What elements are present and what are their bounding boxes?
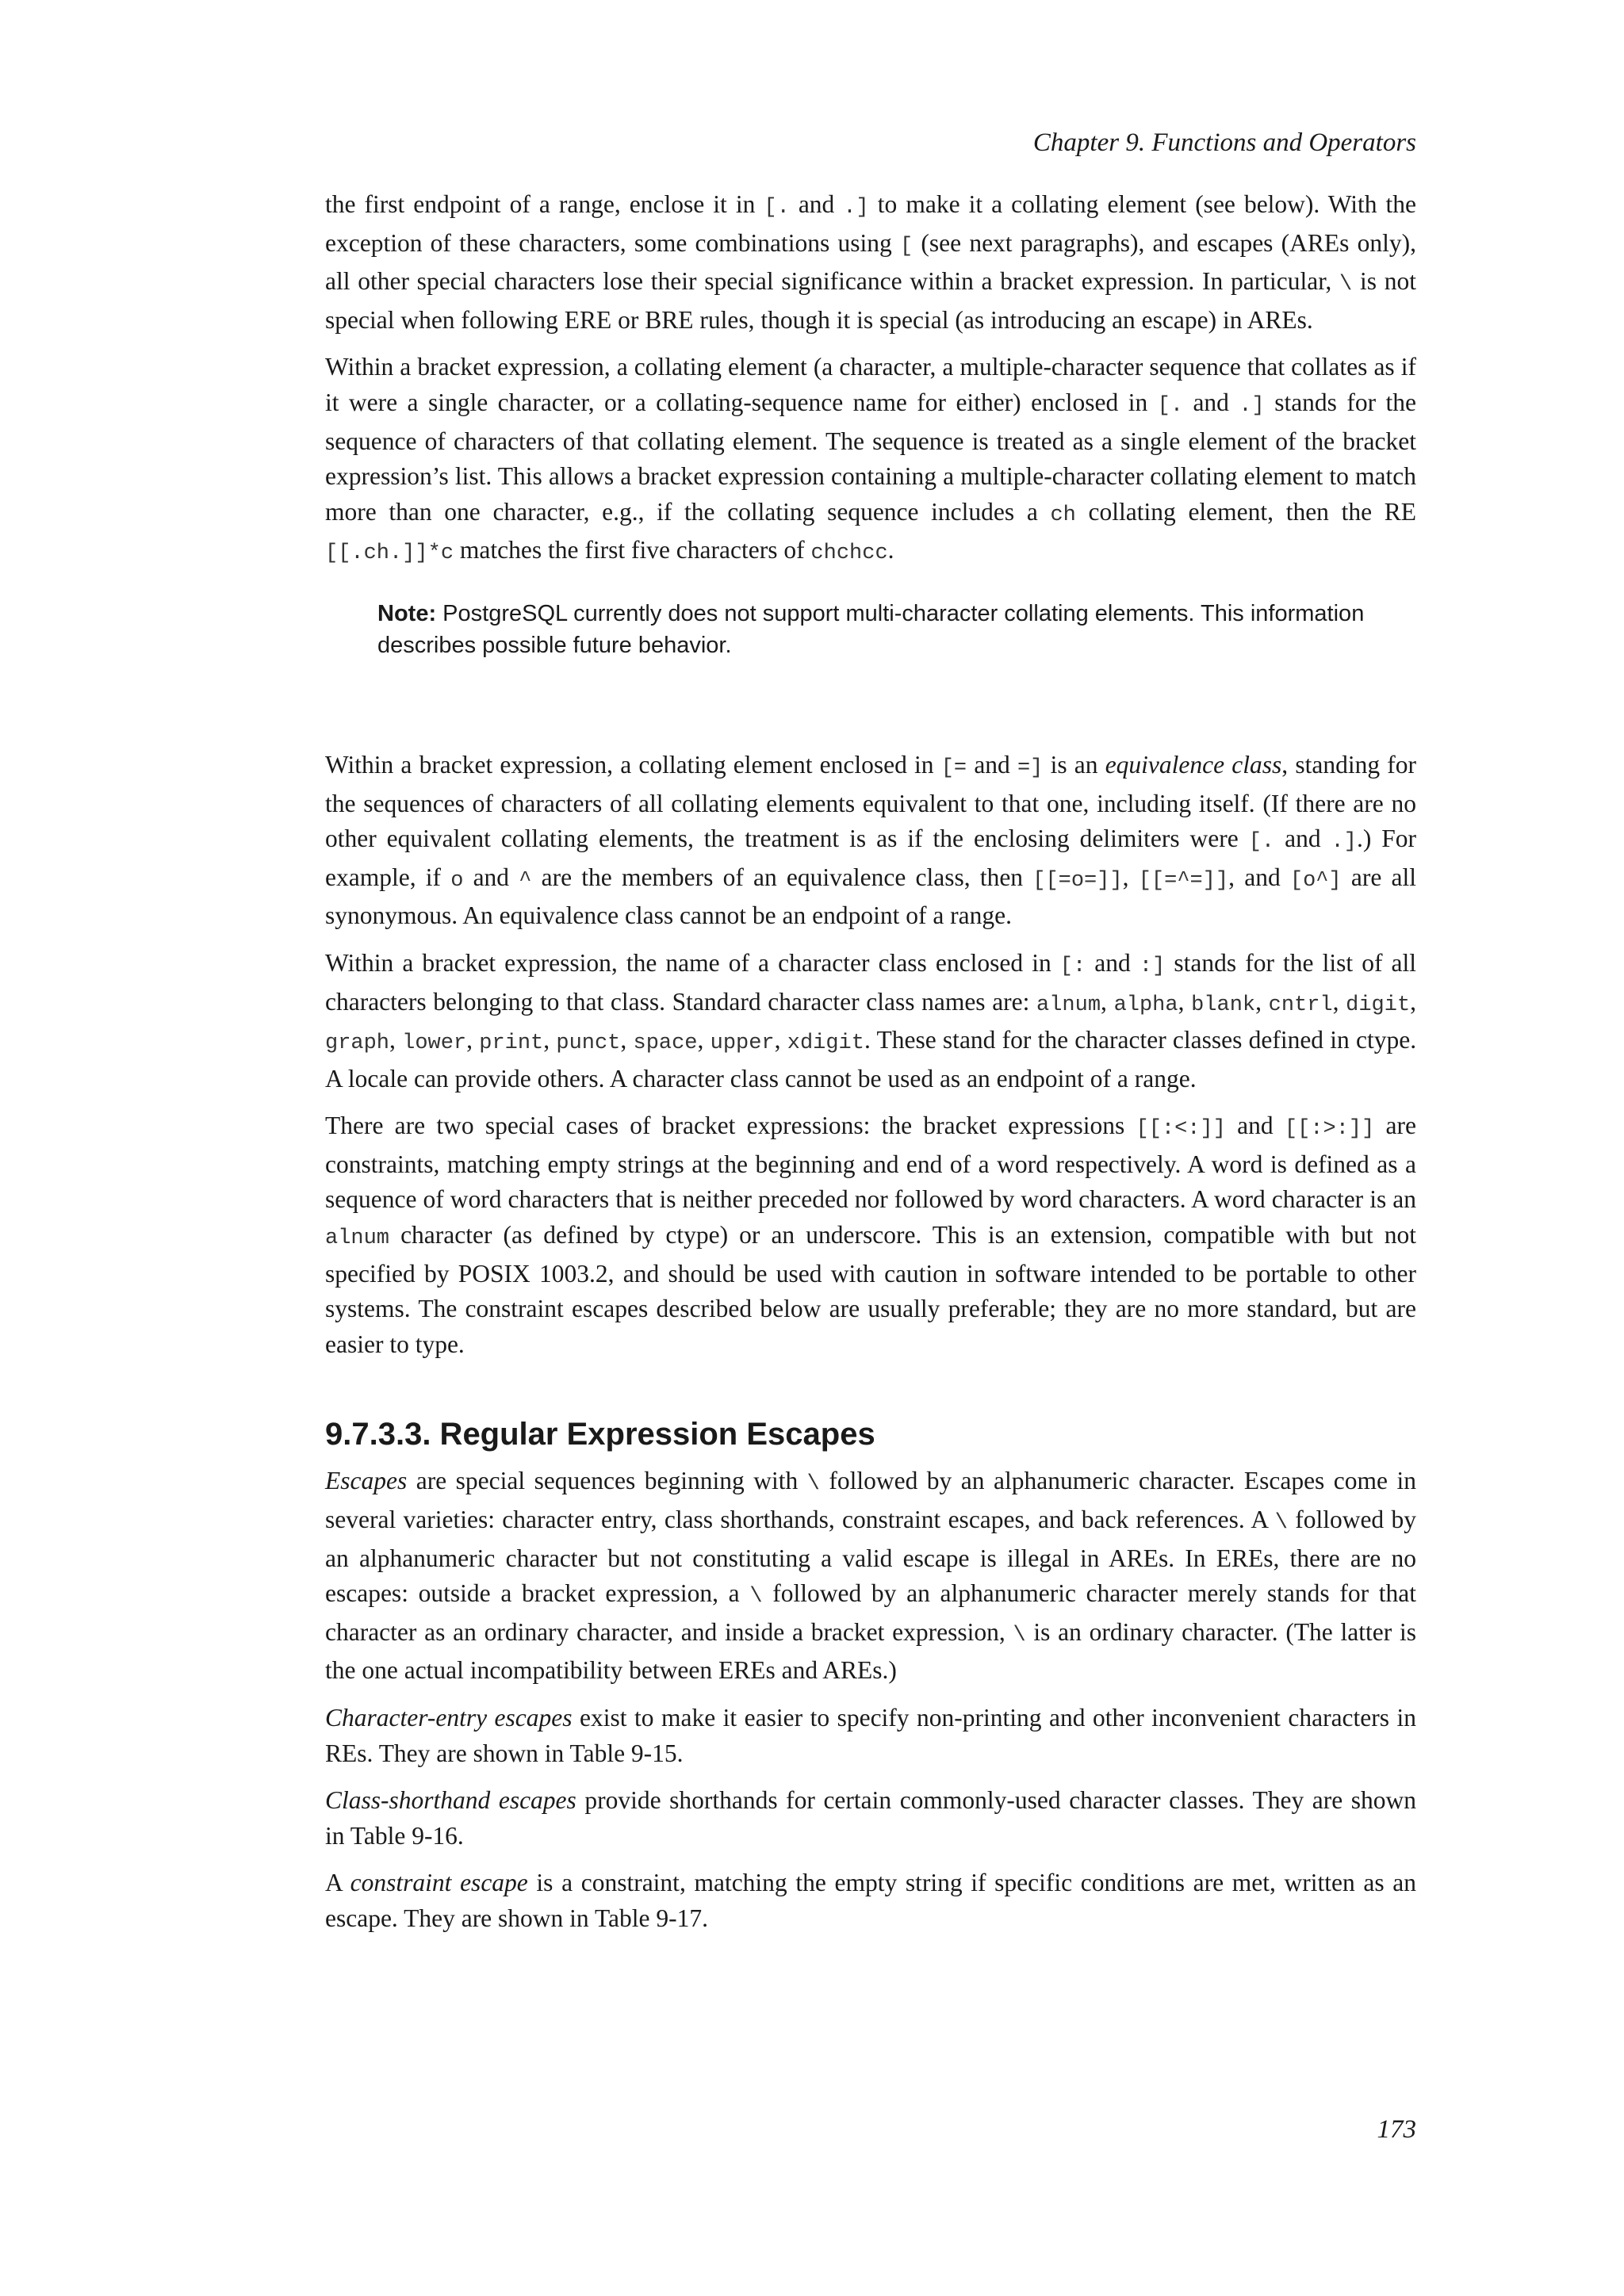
code: :]: [1139, 954, 1166, 978]
separator: ,: [1255, 987, 1269, 1016]
text: and: [1225, 1112, 1285, 1140]
emphasis: equivalence class: [1105, 750, 1282, 779]
class-name: upper: [710, 1031, 775, 1056]
separator: ,: [1101, 987, 1114, 1016]
text: Within a bracket expression, a collating element enclosed in: [325, 750, 941, 779]
text: followed by an alphanumeric character but not constituting a valid escape is illegal in AREs. In EREs, there are no escapes: outside a bracket expression, a: [325, 1506, 1416, 1608]
code: [o^]: [1289, 868, 1342, 893]
text: , standing for the sequences of characters of all collating elements equivalent to that one, including itself. (If there are no other equivalent collating elements, the treatment is as if the enclosing delimiters were: [325, 750, 1416, 853]
code: [:: [1059, 954, 1086, 978]
section-heading: 9.7.3.3. Regular Expression Escapes: [325, 1417, 875, 1452]
text: , and: [1228, 863, 1290, 891]
paragraph-5: [325, 1108, 1416, 1362]
code: [.: [1248, 830, 1275, 855]
code: \: [1339, 273, 1353, 297]
code: ^: [519, 868, 532, 893]
separator: ,: [1332, 987, 1346, 1016]
text: to make it a collating element (see below). With the exception of these characters, some combinations using: [325, 190, 1417, 257]
emphasis: Character-entry escapes: [325, 1704, 573, 1732]
text: Within a bracket expression, a collating element (a character, a multiple-character sequence that collates as if it were a single character, or a collating-sequence name for either) enclosed in: [325, 353, 1416, 416]
separator: ,: [697, 1026, 710, 1054]
paragraph-2: [325, 350, 1416, 572]
code: \: [1274, 1511, 1288, 1536]
code: \: [1013, 1623, 1026, 1647]
code: [.: [1157, 393, 1184, 418]
text: Within a bracket expression, the name of a character class enclosed in: [325, 948, 1060, 977]
class-name: alnum: [1036, 993, 1101, 1017]
code: o: [450, 868, 464, 893]
code: alnum: [325, 1226, 390, 1251]
code: [[=^=]]: [1138, 868, 1229, 893]
code: .]: [1331, 830, 1357, 855]
emphasis: Escapes: [325, 1467, 408, 1495]
paragraph-7: [325, 1701, 1416, 1771]
text: provide shorthands for certain commonly-used character classes. They are shown in Table 9-16.: [325, 1786, 1416, 1850]
class-name: xdigit: [787, 1031, 864, 1056]
separator: ,: [543, 1026, 557, 1054]
class-name: digit: [1346, 993, 1411, 1017]
note-label: Note:: [377, 600, 437, 626]
paragraph-9: [325, 1866, 1416, 1936]
class-name: space: [633, 1031, 698, 1056]
text: A: [325, 1869, 350, 1897]
text: stands for the list of all characters belonging to that class. Standard character class names are:: [325, 948, 1417, 1016]
paragraph-3: [325, 748, 1416, 934]
text: exist to make it easier to specify non-printing and other inconvenient characters in REs. They are shown in Table 9-15.: [325, 1704, 1416, 1767]
separator: ,: [1410, 987, 1417, 1016]
separator: ,: [1178, 987, 1192, 1016]
class-name: lower: [402, 1031, 467, 1056]
class-name: print: [479, 1031, 544, 1056]
text: (see next paragraphs), and escapes (AREs only), all other special characters lose their special significance within a bracket expression. In particular,: [325, 228, 1416, 296]
text: followed by an alphanumeric character. Escapes come in several varieties: character entry, class shorthands, constraint escapes, and back references. A: [325, 1467, 1416, 1534]
text: are special sequences beginning with: [407, 1467, 807, 1495]
text: and: [463, 863, 519, 891]
code: [[.ch.]]*c: [325, 541, 454, 566]
text: and: [1183, 388, 1239, 416]
code: [[=o=]]: [1032, 868, 1123, 893]
paragraph-1: [325, 187, 1416, 338]
text: and: [1086, 948, 1139, 977]
code: [: [899, 234, 914, 258]
text: is not special when following ERE or BRE rules, though it is special (as introducing an escape) in AREs.: [325, 267, 1416, 334]
note-text: PostgreSQL currently does not support multi-character collating elements. This information describes possible future behavior.: [377, 600, 1365, 658]
note-block: [377, 598, 1416, 661]
code: =]: [1017, 756, 1044, 780]
text: are constraints, matching empty strings at the beginning and end of a word respectively. A word is defined as a sequence of word characters that is neither preceded nor followed by word characters. A word character is an: [325, 1112, 1417, 1214]
text: is an: [1043, 750, 1105, 779]
text: and: [789, 190, 844, 218]
separator: ,: [389, 1026, 403, 1054]
class-name: graph: [325, 1031, 390, 1056]
text: and: [1274, 825, 1331, 853]
code: [=: [940, 756, 967, 780]
code: [.: [764, 196, 790, 220]
paragraph-4: [325, 946, 1416, 1096]
text: are the members of an equivalence class, then: [531, 863, 1033, 891]
text: . These stand for the character classes defined in ctype. A locale can provide others. A character class cannot be used as an endpoint of a range.: [325, 1026, 1417, 1093]
text: is an ordinary character. (The latter is the one actual incompatibility between EREs and AREs.): [325, 1617, 1416, 1685]
text: There are two special cases of bracket expressions: the bracket expressions: [325, 1112, 1136, 1140]
class-name: blank: [1191, 993, 1256, 1017]
text: collating element, then the RE: [1075, 497, 1416, 526]
paragraph-6: [325, 1464, 1416, 1689]
separator: ,: [620, 1026, 634, 1054]
code: \: [806, 1472, 820, 1497]
emphasis: constraint escape: [350, 1869, 528, 1897]
text: and: [967, 750, 1017, 779]
code: [[:<:]]: [1136, 1117, 1226, 1142]
code: ch: [1050, 503, 1076, 527]
text: ,: [1122, 863, 1139, 891]
code: .]: [1239, 393, 1265, 418]
code: chchcc: [810, 541, 888, 566]
text: stands for the sequence of characters of that collating element. The sequence is treated as a single element of the bracket expression’s list. This allows a bracket expression containing a multiple-character collating element to match more than one character, e.g., if the collating sequence includes a: [325, 388, 1416, 526]
page-number: 173: [1377, 2115, 1416, 2144]
separator: ,: [466, 1026, 480, 1054]
running-header: Chapter 9. Functions and Operators: [1032, 128, 1416, 157]
text: is a constraint, matching the empty string if specific conditions are met, written as an escape. They are shown in Table 9-17.: [325, 1869, 1416, 1932]
code: [[:>:]]: [1284, 1117, 1375, 1142]
paragraph-8: [325, 1783, 1416, 1854]
text: character (as defined by ctype) or an underscore. This is an extension, compatible with but not specified by POSIX 1003.2, and should be used with caution in software intended to be portable to other systems. The constraint escapes described below are usually preferable; they are no more standard, but are easier to type.: [325, 1221, 1416, 1358]
body-text: [325, 187, 1416, 1949]
class-name: alpha: [1113, 993, 1178, 1017]
separator: ,: [774, 1026, 787, 1054]
text: are all synonymous. An equivalence class cannot be an endpoint of a range.: [325, 863, 1417, 930]
class-name: cntrl: [1268, 993, 1333, 1017]
text: followed by an alphanumeric character merely stands for that character as an ordinary character, and inside a bracket expression,: [325, 1579, 1416, 1646]
text: the first endpoint of a range, enclose it in: [325, 190, 764, 218]
class-name: punct: [556, 1031, 621, 1056]
emphasis: Class-shorthand escapes: [325, 1786, 576, 1815]
text: .) For example, if: [325, 825, 1417, 891]
text: .: [887, 536, 894, 564]
text: matches the first five characters of: [454, 536, 811, 564]
document-page: [325, 0, 1416, 2296]
code: \: [749, 1585, 763, 1609]
code: .]: [843, 196, 869, 220]
